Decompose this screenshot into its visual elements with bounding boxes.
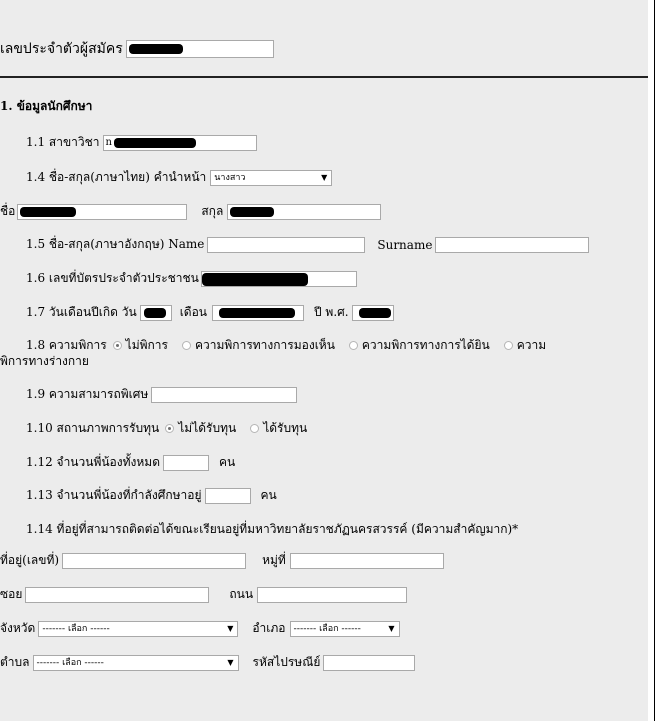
scholarship-row [26, 419, 307, 438]
moo-label: หมู่ที่ [262, 553, 286, 567]
major-value: n [105, 136, 112, 148]
section1-title: 1. ข้อมูลนักศึกษา [0, 99, 93, 113]
scholarship-label: 1.10 สถานภาพการรับทุน [26, 421, 160, 435]
chevron-down-icon: ▼ [388, 623, 395, 633]
redaction-mark [219, 308, 295, 318]
district-value: ------- เลือก ------ [293, 623, 361, 634]
birth-year-label: ปี พ.ศ. [314, 305, 349, 319]
disability-row [26, 336, 546, 355]
major-row [26, 133, 257, 152]
first-name-label: ชื่อ [0, 204, 16, 218]
chevron-down-icon: ▼ [227, 623, 234, 633]
radio-visual-disability[interactable] [182, 341, 191, 350]
applicant-label: เลขประจำตัวผู้สมัคร [0, 41, 123, 57]
redaction-mark [359, 308, 391, 318]
radio-not-disabled[interactable] [113, 341, 122, 350]
last-name-label: สกุล [201, 204, 224, 218]
disability-row-wrap [0, 352, 89, 371]
subdistrict-value: ------- เลือก ------ [36, 657, 104, 668]
siblings-study-input[interactable] [205, 488, 251, 504]
prefix-select[interactable] [210, 170, 332, 186]
talent-label: 1.9 ความสามารถพิเศษ [26, 387, 149, 401]
eng-surname-input[interactable] [435, 237, 589, 253]
siblings-label: 1.12 จำนวนพี่น้องทั้งหมด [26, 455, 161, 469]
road-label: ถนน [229, 587, 254, 601]
option-visual-disability: ความพิการทางการมองเห็น [194, 338, 335, 352]
province-row [0, 619, 400, 638]
first-name-input[interactable] [17, 204, 187, 220]
applicant-row [0, 38, 274, 60]
birth-label: 1.7 วันเดือนปีเกิด วัน [26, 305, 137, 319]
disability-label: 1.8 ความพิการ [26, 338, 107, 352]
thai-name-label: 1.4 ชื่อ-สกุล(ภาษาไทย) คำนำหน้า [26, 170, 207, 184]
siblings-study-label: 1.13 จำนวนพี่น้องที่กำลังศึกษาอยู่ [26, 488, 202, 502]
siblings-unit: คน [219, 455, 236, 469]
house-input[interactable] [62, 553, 246, 569]
radio-has-scholarship[interactable] [250, 424, 259, 433]
option-physical-disability-cont: พิการทางร่างกาย [0, 354, 89, 368]
redaction-mark [230, 207, 274, 217]
subdistrict-label: ตำบล [0, 655, 30, 669]
redaction-mark [129, 44, 183, 54]
postal-label: รหัสไปรษณีย์ [252, 655, 321, 669]
option-hearing-disability: ความพิการทางการได้ยิน [361, 338, 490, 352]
province-label: จังหวัด [0, 621, 36, 635]
eng-name-label: 1.5 ชื่อ-สกุล(ภาษาอังกฤษ) Name [26, 237, 205, 251]
house-row [0, 551, 444, 570]
siblings-input[interactable] [163, 455, 209, 471]
surname-label: Surname [377, 237, 433, 252]
redaction-mark [20, 207, 76, 217]
subdistrict-select[interactable] [33, 655, 239, 671]
chevron-down-icon: ▼ [227, 657, 234, 667]
applicant-id-input[interactable] [126, 40, 274, 58]
siblings-row [26, 453, 235, 472]
district-select[interactable] [290, 621, 400, 637]
road-input[interactable] [257, 587, 407, 603]
district-label: อำเภอ [252, 621, 286, 635]
birth-month-label: เดือน [179, 305, 207, 319]
eng-name-row [26, 235, 589, 254]
moo-input[interactable] [290, 553, 444, 569]
thai-fullname-row [0, 202, 381, 221]
redaction-mark [114, 138, 196, 148]
option-not-disabled: ไม่พิการ [125, 338, 168, 352]
radio-no-scholarship[interactable] [165, 424, 174, 433]
siblings-study-unit: คน [260, 488, 277, 502]
house-label: ที่อยู่(เลขที่) [0, 553, 60, 567]
option-has-scholarship: ได้รับทุน [263, 421, 308, 435]
soi-row [0, 585, 407, 604]
birth-row [26, 303, 394, 322]
province-value: ------- เลือก ------ [42, 623, 110, 634]
birth-year-input[interactable] [352, 305, 394, 321]
section-divider [0, 76, 648, 78]
scrollbar-track[interactable] [654, 0, 655, 721]
birth-day-input[interactable] [140, 305, 172, 321]
soi-label: ซอย [0, 587, 23, 601]
last-name-input[interactable] [227, 204, 381, 220]
id-card-row [26, 269, 357, 288]
option-physical-disability: ความ [516, 338, 547, 352]
id-card-input[interactable] [201, 271, 357, 287]
id-card-label: 1.6 เลขที่บัตรประจำตัวประชาชน [26, 271, 199, 285]
address-label: 1.14 ที่อยู่ที่สามารถติดต่อได้ขณะเรียนอยู่ที่มหาวิทยาลัยราชภัฏนครสวรรค์ (มีความสำคัญมาก)* [26, 522, 519, 536]
thai-name-row [26, 168, 332, 187]
postal-input[interactable] [323, 655, 415, 671]
redaction-mark [202, 273, 308, 286]
option-no-scholarship: ไม่ได้รับทุน [178, 421, 237, 435]
major-label: 1.1 สาขาวิชา [26, 135, 100, 149]
province-select[interactable] [38, 621, 238, 637]
birth-month-input[interactable] [212, 305, 304, 321]
prefix-value: นางสาว [214, 172, 246, 183]
siblings-study-row [26, 486, 277, 505]
subdistrict-row [0, 653, 415, 672]
talent-input[interactable] [151, 387, 297, 403]
radio-physical-disability[interactable] [504, 341, 513, 350]
radio-hearing-disability[interactable] [349, 341, 358, 350]
address-header-row [26, 520, 518, 539]
redaction-mark [144, 308, 166, 318]
major-input[interactable] [103, 135, 257, 151]
chevron-down-icon: ▼ [321, 172, 328, 182]
soi-input[interactable] [25, 587, 209, 603]
talent-row [26, 385, 297, 404]
eng-first-name-input[interactable] [207, 237, 365, 253]
